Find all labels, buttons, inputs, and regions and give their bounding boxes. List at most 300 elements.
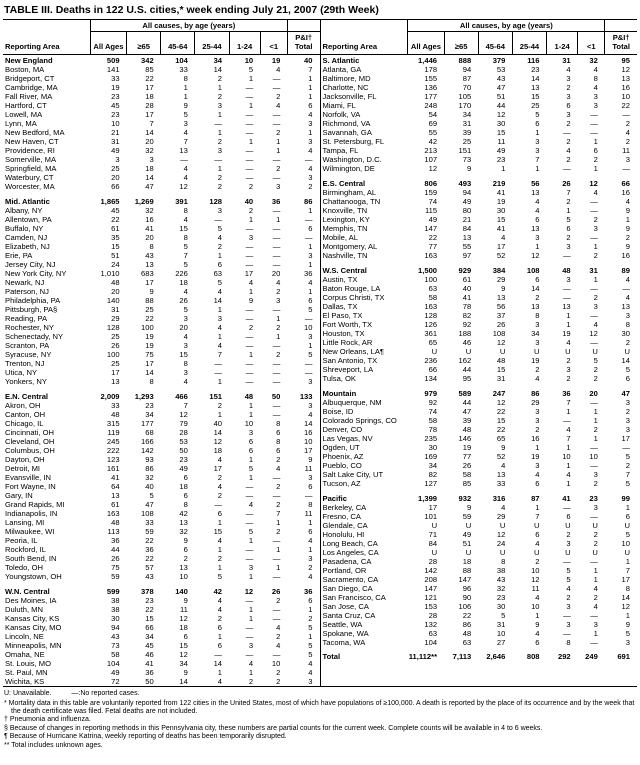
value-cell: 58 bbox=[111, 650, 120, 660]
col-header-ge65: ≥65 bbox=[127, 32, 161, 55]
table-row bbox=[3, 572, 320, 581]
value-cell: 1 bbox=[625, 503, 630, 513]
reporting-area-cell: Washington, D.C. bbox=[322, 155, 382, 165]
value-cell: 2 bbox=[276, 128, 281, 138]
value-cell: 188 bbox=[458, 329, 472, 339]
value-cell: 31 bbox=[562, 56, 571, 66]
reporting-area-cell: Tampa, FL bbox=[322, 146, 359, 156]
reporting-area-cell: Utica, NY bbox=[5, 368, 38, 378]
value-cell: 1,865 bbox=[100, 197, 120, 207]
value-cell: — bbox=[590, 512, 598, 522]
value-cell: 1 bbox=[248, 137, 254, 147]
value-cell: 26 bbox=[179, 296, 188, 306]
value-cell: 46 bbox=[145, 650, 154, 660]
value-cell: 5 bbox=[625, 530, 630, 540]
reporting-area-cell: Birmingham, AL bbox=[322, 188, 377, 198]
value-cell: 63 bbox=[462, 638, 472, 648]
value-cell: 888 bbox=[458, 56, 472, 66]
value-cell: 1 bbox=[248, 401, 254, 411]
value-cell: — bbox=[245, 242, 254, 252]
value-cell: 4 bbox=[217, 323, 223, 333]
reporting-area-cell: Shreveport, LA bbox=[322, 365, 374, 375]
table-row bbox=[321, 493, 638, 503]
value-cell: 235 bbox=[424, 434, 438, 444]
value-cell: 1 bbox=[566, 479, 571, 489]
value-cell: 85 bbox=[462, 479, 472, 489]
value-cell: 4 bbox=[217, 455, 223, 465]
value-cell: — bbox=[272, 605, 281, 615]
value-cell: 2 bbox=[535, 365, 540, 375]
value-cell: 4 bbox=[535, 374, 540, 384]
value-cell: 29 bbox=[496, 275, 506, 285]
value-cell: 19 bbox=[145, 341, 154, 351]
table-row bbox=[321, 311, 638, 320]
value-cell: U bbox=[534, 521, 540, 531]
value-cell: 9 bbox=[625, 206, 630, 216]
reporting-area-cell: Columbus, OH bbox=[5, 446, 55, 456]
value-cell: 25 bbox=[111, 332, 120, 342]
table-row bbox=[3, 350, 320, 359]
table-row bbox=[321, 242, 638, 251]
value-cell: 10 bbox=[244, 419, 254, 429]
value-cell: 14 bbox=[213, 659, 223, 669]
value-cell: 22 bbox=[145, 314, 154, 324]
value-cell: 1 bbox=[248, 215, 254, 225]
deaths-table-right-half bbox=[320, 20, 638, 686]
value-cell: 3 bbox=[593, 302, 598, 312]
table-row bbox=[3, 323, 320, 332]
reporting-area-cell: New Haven, CT bbox=[5, 137, 59, 147]
value-cell: 90 bbox=[462, 593, 472, 603]
value-cell: 5 bbox=[183, 260, 188, 270]
value-cell: 8 bbox=[183, 359, 188, 369]
value-cell: 92 bbox=[462, 320, 472, 330]
table-row bbox=[3, 224, 320, 233]
footnote: * Mortality data in this table are voluntarily reported from 122 cities in the United States, most of which have populations of ≥100,000. A death is reported by the place of its occurrence and by the week that the death certificate was filed. Fetal deaths are not included. bbox=[4, 699, 635, 716]
value-cell: 53 bbox=[179, 437, 188, 447]
reporting-area-cell: Des Moines, IA bbox=[5, 596, 57, 606]
value-cell: 1 bbox=[217, 377, 223, 387]
table-row bbox=[321, 593, 638, 602]
value-cell: 4 bbox=[593, 602, 598, 612]
value-cell: 4 bbox=[501, 461, 506, 471]
value-cell: 7 bbox=[625, 566, 630, 576]
value-cell: 6 bbox=[217, 623, 223, 633]
value-cell: 53 bbox=[496, 65, 506, 75]
reporting-area-cell: Buffalo, NY bbox=[5, 224, 44, 234]
value-cell: 116 bbox=[527, 56, 540, 66]
reporting-area-cell: Detroit, MI bbox=[5, 464, 41, 474]
value-cell: 5 bbox=[217, 224, 223, 234]
value-cell: 1 bbox=[217, 251, 223, 261]
value-cell: 9 bbox=[149, 287, 154, 297]
reporting-area-cell: San Diego, CA bbox=[322, 584, 373, 594]
table-row bbox=[321, 188, 638, 197]
value-cell: — bbox=[622, 284, 630, 294]
value-cell: 45 bbox=[111, 206, 120, 216]
value-cell: 61 bbox=[111, 500, 120, 510]
value-cell: 94 bbox=[462, 188, 472, 198]
reporting-area-cell: Charlotte, NC bbox=[322, 83, 369, 93]
value-cell: 61 bbox=[462, 275, 472, 285]
value-cell: U bbox=[499, 521, 506, 531]
value-cell: 22 bbox=[145, 605, 154, 615]
value-cell: 18 bbox=[462, 557, 472, 567]
value-cell: 14 bbox=[145, 173, 154, 183]
table-row bbox=[321, 101, 638, 110]
value-cell: — bbox=[304, 155, 313, 165]
value-cell: 1 bbox=[593, 275, 598, 285]
reporting-area-cell: Denver, CO bbox=[322, 425, 363, 435]
value-cell: 13 bbox=[562, 302, 571, 312]
value-cell: — bbox=[272, 491, 281, 501]
reporting-area-cell: Houston, TX bbox=[322, 329, 365, 339]
value-cell: 7 bbox=[217, 350, 223, 360]
col-header-ge65: ≥65 bbox=[444, 32, 478, 55]
value-cell: 58 bbox=[428, 293, 438, 303]
value-cell: 1 bbox=[248, 605, 254, 615]
value-cell: 5 bbox=[217, 572, 223, 582]
value-cell: U bbox=[499, 347, 506, 357]
value-cell: 65 bbox=[496, 434, 506, 444]
value-cell: 66 bbox=[111, 182, 120, 192]
value-cell: 6 bbox=[535, 530, 540, 540]
col-header-reporting-area: Reporting Area bbox=[321, 32, 408, 55]
value-cell: 24 bbox=[111, 260, 120, 270]
table-row bbox=[321, 503, 638, 512]
value-cell: — bbox=[590, 128, 598, 138]
value-cell: 3 bbox=[308, 554, 313, 564]
value-cell: 1 bbox=[308, 242, 313, 252]
header-pi-spacer bbox=[605, 20, 637, 32]
value-cell: 8 bbox=[535, 311, 540, 321]
table-row bbox=[3, 305, 320, 314]
page-title: TABLE III. Deaths in 122 U.S. cities,* week ending July 21, 2007 (29th Week) bbox=[4, 4, 379, 16]
value-cell: 3 bbox=[276, 296, 281, 306]
value-cell: 4 bbox=[183, 215, 188, 225]
value-cell: 40 bbox=[462, 284, 472, 294]
value-cell: 22 bbox=[621, 101, 630, 111]
value-cell: 7 bbox=[566, 434, 571, 444]
reporting-area-cell: Seattle, WA bbox=[322, 620, 363, 630]
value-cell: 22 bbox=[496, 407, 506, 417]
value-cell: — bbox=[272, 341, 281, 351]
value-cell: 94 bbox=[462, 65, 472, 75]
value-cell: 213 bbox=[424, 146, 438, 156]
value-cell: 65 bbox=[428, 338, 438, 348]
value-cell: 6 bbox=[535, 119, 540, 129]
value-cell: 3 bbox=[183, 368, 188, 378]
value-cell: 9 bbox=[308, 455, 313, 465]
value-cell: 31 bbox=[111, 137, 120, 147]
value-cell: 12 bbox=[179, 182, 188, 192]
value-cell: — bbox=[590, 119, 598, 129]
value-cell: 3 bbox=[566, 92, 571, 102]
value-cell: 25 bbox=[462, 137, 472, 147]
value-cell: 4 bbox=[593, 65, 598, 75]
value-cell: 17 bbox=[145, 278, 154, 288]
value-cell: 1 bbox=[308, 518, 313, 528]
table-row bbox=[321, 55, 638, 66]
value-cell: 13 bbox=[531, 83, 540, 93]
value-cell: 18 bbox=[213, 446, 223, 456]
value-cell: 50 bbox=[271, 392, 281, 402]
table-row bbox=[321, 338, 638, 347]
value-cell: 1 bbox=[308, 83, 313, 93]
value-cell: 23 bbox=[145, 401, 154, 411]
value-cell: 3 bbox=[566, 110, 571, 120]
value-cell: 4 bbox=[308, 278, 313, 288]
value-cell: 4 bbox=[276, 278, 281, 288]
value-cell: 1 bbox=[566, 407, 571, 417]
value-cell: 1,010 bbox=[100, 269, 120, 279]
value-cell: 208 bbox=[424, 575, 438, 585]
value-cell: 25 bbox=[111, 359, 120, 369]
table-row bbox=[321, 65, 638, 74]
value-cell: U bbox=[565, 521, 571, 531]
value-cell: 1 bbox=[248, 668, 254, 678]
table-row bbox=[3, 251, 320, 260]
value-cell: 15 bbox=[496, 128, 506, 138]
value-cell: 1 bbox=[217, 305, 223, 315]
value-cell: 10 bbox=[589, 452, 598, 462]
reporting-area-cell: Tacoma, WA bbox=[322, 638, 366, 648]
value-cell: 16 bbox=[304, 428, 313, 438]
col-header-45-64: 45-64 bbox=[478, 32, 512, 55]
value-cell: — bbox=[272, 614, 281, 624]
value-cell: 1 bbox=[248, 536, 254, 546]
value-cell: 9 bbox=[501, 284, 506, 294]
value-cell: 159 bbox=[424, 188, 438, 198]
value-cell: 84 bbox=[462, 224, 472, 234]
value-cell: 104 bbox=[175, 56, 188, 66]
value-cell: — bbox=[214, 368, 223, 378]
reporting-area-cell: W.N. Central bbox=[5, 587, 50, 597]
table-row bbox=[321, 302, 638, 311]
value-cell: 26 bbox=[562, 179, 571, 189]
value-cell: 245 bbox=[106, 437, 120, 447]
value-cell: 3 bbox=[308, 332, 313, 342]
table-row bbox=[3, 614, 320, 623]
value-cell: 4 bbox=[217, 341, 223, 351]
value-cell: — bbox=[590, 611, 598, 621]
value-cell: 163 bbox=[106, 509, 120, 519]
value-cell: 44 bbox=[462, 365, 472, 375]
value-cell: 64 bbox=[111, 482, 120, 492]
value-cell: 1 bbox=[535, 611, 540, 621]
value-cell: 1 bbox=[308, 605, 313, 615]
value-cell: 2 bbox=[308, 563, 313, 573]
col-header-1-24: 1-24 bbox=[547, 32, 578, 55]
value-cell: 9 bbox=[501, 443, 506, 453]
table-row bbox=[3, 677, 320, 686]
value-cell: 247 bbox=[492, 389, 506, 399]
col-header-pi-total: P&I† Total bbox=[287, 32, 319, 55]
value-cell: 57 bbox=[145, 563, 154, 573]
value-cell: 63 bbox=[213, 269, 223, 279]
value-cell: 6 bbox=[535, 275, 540, 285]
value-cell: 222 bbox=[106, 446, 120, 456]
table-row bbox=[321, 575, 638, 584]
table-row bbox=[3, 155, 320, 164]
value-cell: — bbox=[590, 638, 598, 648]
table-row bbox=[321, 215, 638, 224]
reporting-area-cell: Boston, MA bbox=[5, 65, 45, 75]
value-cell: 1 bbox=[593, 407, 598, 417]
value-cell: 3 bbox=[625, 311, 630, 321]
value-cell: — bbox=[245, 83, 254, 93]
value-cell: 979 bbox=[424, 389, 438, 399]
value-cell: 4 bbox=[183, 287, 188, 297]
value-cell: 36 bbox=[304, 587, 313, 597]
value-cell: 48 bbox=[496, 356, 506, 366]
reporting-area-cell: Lowell, MA bbox=[5, 110, 43, 120]
value-cell: 6 bbox=[535, 479, 540, 489]
reporting-area-cell: Ogden, UT bbox=[322, 443, 360, 453]
value-cell: 3 bbox=[566, 275, 571, 285]
value-cell: 15 bbox=[213, 527, 223, 537]
value-cell: 19 bbox=[462, 443, 472, 453]
value-cell: 4 bbox=[566, 338, 571, 348]
value-cell: 4 bbox=[276, 623, 281, 633]
value-cell: 3 bbox=[308, 173, 313, 183]
value-cell: 26 bbox=[462, 461, 472, 471]
reporting-area-cell: Somerville, MA bbox=[5, 155, 57, 165]
table-row bbox=[3, 287, 320, 296]
value-cell: 9 bbox=[466, 164, 472, 174]
value-cell: — bbox=[622, 443, 630, 453]
value-cell: 6 bbox=[217, 260, 223, 270]
value-cell: 48 bbox=[111, 278, 120, 288]
table-row bbox=[321, 512, 638, 521]
value-cell: — bbox=[245, 92, 254, 102]
value-cell: 1 bbox=[308, 128, 313, 138]
value-cell: 3 bbox=[248, 563, 254, 573]
value-cell: 43 bbox=[145, 572, 154, 582]
value-cell: 226 bbox=[175, 269, 188, 279]
value-cell: 108 bbox=[492, 329, 506, 339]
value-cell: 14 bbox=[621, 356, 630, 366]
value-cell: 41 bbox=[111, 473, 120, 483]
value-cell: 20 bbox=[145, 233, 154, 243]
value-cell: 6 bbox=[248, 437, 254, 447]
table-row bbox=[3, 605, 320, 614]
value-cell: U bbox=[499, 548, 506, 558]
reporting-area-cell: Grand Rapids, MI bbox=[5, 500, 65, 510]
value-cell: — bbox=[563, 503, 571, 513]
reporting-area-cell: Miami, FL bbox=[322, 101, 356, 111]
value-cell: 92 bbox=[428, 398, 438, 408]
value-cell: 2 bbox=[566, 233, 571, 243]
table-row bbox=[3, 92, 320, 101]
table-row bbox=[3, 278, 320, 287]
value-cell: 3 bbox=[625, 425, 630, 435]
value-cell: 6 bbox=[276, 446, 281, 456]
value-cell: 4 bbox=[217, 482, 223, 492]
value-cell: 2 bbox=[593, 530, 598, 540]
value-cell: 1 bbox=[308, 260, 313, 270]
reporting-area-cell: Pittsburgh, PA§ bbox=[5, 305, 58, 315]
col-header-all-ages: All Ages bbox=[90, 32, 126, 55]
reporting-area-cell: San Francisco, CA bbox=[322, 593, 386, 603]
value-cell: 2 bbox=[276, 350, 281, 360]
value-cell: 66 bbox=[621, 179, 630, 189]
value-cell: 12 bbox=[179, 650, 188, 660]
value-cell: 2 bbox=[308, 614, 313, 624]
value-cell: 4 bbox=[593, 188, 598, 198]
value-cell: 2 bbox=[276, 596, 281, 606]
value-cell: 2 bbox=[593, 374, 598, 384]
value-cell: U bbox=[565, 548, 571, 558]
table-row bbox=[3, 419, 320, 428]
value-cell: 14 bbox=[213, 428, 223, 438]
table-row bbox=[3, 410, 320, 419]
value-cell: 169 bbox=[424, 452, 438, 462]
value-cell: 14 bbox=[621, 593, 630, 603]
value-cell: — bbox=[590, 284, 598, 294]
value-cell: 4 bbox=[308, 146, 313, 156]
value-cell: 15 bbox=[496, 215, 506, 225]
table-row bbox=[3, 650, 320, 659]
value-cell: 1 bbox=[217, 518, 223, 528]
value-cell: 108 bbox=[526, 266, 540, 276]
value-cell: 3 bbox=[308, 251, 313, 261]
value-cell: 6 bbox=[217, 641, 223, 651]
value-cell: 18 bbox=[145, 164, 154, 174]
value-cell: — bbox=[245, 623, 254, 633]
value-cell: 41 bbox=[562, 494, 571, 504]
value-cell: 509 bbox=[106, 56, 120, 66]
reporting-area-cell: Jacksonville, FL bbox=[322, 92, 377, 102]
value-cell: 5 bbox=[625, 452, 630, 462]
table-row bbox=[3, 491, 320, 500]
value-cell: 13 bbox=[179, 563, 188, 573]
col-header-45-64: 45-64 bbox=[161, 32, 195, 55]
value-cell: 1 bbox=[276, 314, 281, 324]
value-cell: 1 bbox=[276, 518, 281, 528]
value-cell: 20 bbox=[271, 269, 281, 279]
value-cell: 3 bbox=[217, 101, 223, 111]
value-cell: 20 bbox=[589, 389, 598, 399]
value-cell: 34 bbox=[213, 56, 223, 66]
deaths-table-left bbox=[3, 20, 320, 686]
value-cell: 1 bbox=[625, 215, 630, 225]
value-cell: 6 bbox=[535, 215, 540, 225]
value-cell: 3 bbox=[183, 341, 188, 351]
value-cell: 4 bbox=[625, 293, 630, 303]
reporting-area-cell: Canton, OH bbox=[5, 410, 46, 420]
value-cell: 4 bbox=[183, 173, 188, 183]
reporting-area-cell: Albany, NY bbox=[5, 206, 43, 216]
value-cell: 1 bbox=[308, 287, 313, 297]
value-cell: 6 bbox=[308, 101, 313, 111]
value-cell: 66 bbox=[145, 623, 154, 633]
value-cell: 4 bbox=[625, 197, 630, 207]
value-cell: 8 bbox=[276, 437, 281, 447]
value-cell: — bbox=[590, 398, 598, 408]
value-cell: 10 bbox=[304, 437, 313, 447]
value-cell: 10 bbox=[621, 92, 630, 102]
value-cell: 10 bbox=[271, 659, 281, 669]
reporting-area-cell: Montgomery, AL bbox=[322, 242, 378, 252]
value-cell: 7 bbox=[149, 119, 154, 129]
value-cell: 79 bbox=[179, 419, 188, 429]
value-cell: 86 bbox=[531, 389, 540, 399]
value-cell: 47 bbox=[496, 83, 506, 93]
reporting-area-cell: Schenectady, NY bbox=[5, 332, 64, 342]
table-row bbox=[3, 55, 320, 66]
value-cell: 4 bbox=[566, 584, 571, 594]
